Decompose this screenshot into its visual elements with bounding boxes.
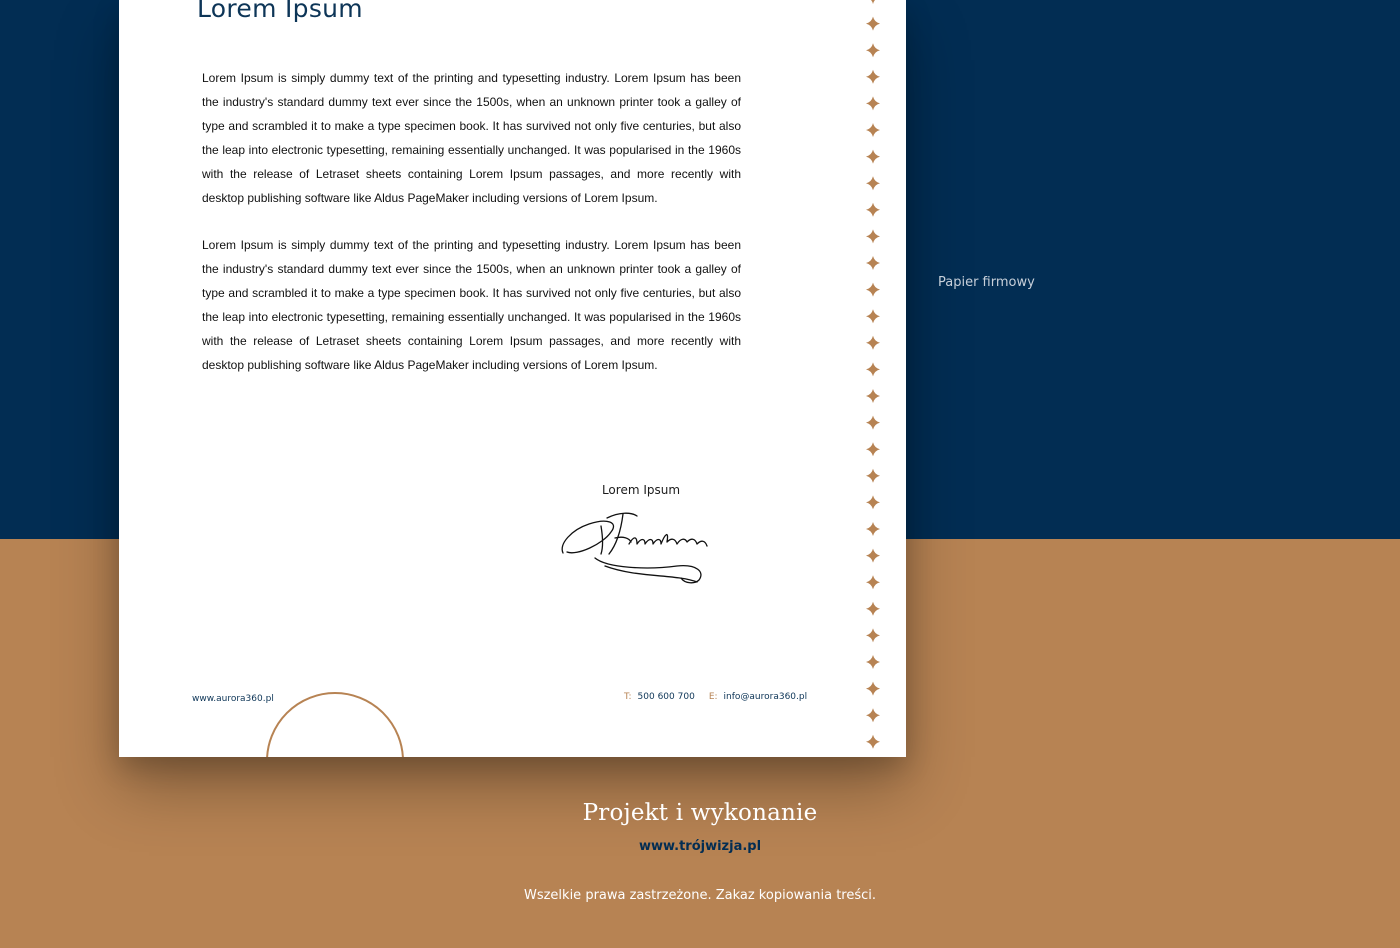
four-point-star-icon — [866, 362, 880, 376]
four-point-star-icon — [866, 549, 880, 563]
credits-link[interactable]: www.trójwizja.pl — [638, 839, 762, 854]
star-border — [864, 0, 882, 757]
section-label: Papier firmowy — [938, 275, 1035, 290]
letter-paragraph: Lorem Ipsum is simply dummy text of the printing and typesetting industry. Lorem Ipsum has been the industry's standard dummy text ever since the 1500s, when an unknown printer took a galley of type and scrambled it to make a type specimen book. It has survived not only five centuries, but also the leap into electronic typesetting, remaining essentially unchanged. It was popularised in the 1960s with the release of Letraset sheets containing Lorem Ipsum passages, and more recently with desktop publishing software like Aldus PageMaker including versions of Lorem Ipsum. — [202, 238, 741, 372]
four-point-star-icon — [866, 469, 880, 483]
four-point-star-icon — [866, 176, 880, 190]
four-point-star-icon — [866, 283, 880, 297]
email-address[interactable]: info@aurora360.pl — [723, 692, 808, 702]
footer-contact — [624, 692, 807, 702]
four-point-star-icon — [866, 628, 880, 642]
four-point-star-icon — [866, 442, 880, 456]
handwritten-signature — [557, 508, 713, 588]
four-point-star-icon — [866, 256, 880, 270]
four-point-star-icon — [866, 416, 880, 430]
four-point-star-icon — [866, 522, 880, 536]
copyright-notice: Wszelkie prawa zastrzeżone. Zakaz kopiowania treści. — [523, 888, 877, 903]
four-point-star-icon — [866, 655, 880, 669]
four-point-star-icon — [866, 123, 880, 137]
four-point-star-icon — [866, 336, 880, 350]
letterhead-sheet — [119, 0, 906, 757]
signature-name: Lorem Ipsum — [601, 483, 681, 497]
four-point-star-icon — [866, 203, 880, 217]
four-point-star-icon — [866, 43, 880, 57]
four-point-star-icon — [866, 389, 880, 403]
four-point-star-icon — [866, 735, 880, 749]
four-point-star-icon — [866, 17, 880, 31]
four-point-star-icon — [866, 150, 880, 164]
four-point-star-icon — [866, 602, 880, 616]
four-point-star-icon — [866, 70, 880, 84]
letter-paragraph: Lorem Ipsum is simply dummy text of the printing and typesetting industry. Lorem Ipsum has been the industry's standard dummy text ever since the 1500s, when an unknown printer took a galley of type and scrambled it to make a type specimen book. It has survived not only five centuries, but also the leap into electronic typesetting, remaining essentially unchanged. It was popularised in the 1960s with the release of Letraset sheets containing Lorem Ipsum passages, and more recently with desktop publishing software like Aldus PageMaker including versions of Lorem Ipsum. — [202, 71, 741, 205]
four-point-star-icon — [866, 96, 880, 110]
phone-number[interactable]: 500 600 700 — [637, 692, 695, 702]
letter-title: Lorem Ipsum — [197, 0, 363, 23]
four-point-star-icon — [866, 495, 880, 509]
four-point-star-icon — [866, 0, 880, 4]
email-label: E: — [708, 692, 718, 702]
four-point-star-icon — [866, 682, 880, 696]
decorative-arc — [266, 692, 404, 757]
signature-text: B. Franklin — [557, 508, 562, 509]
footer-website[interactable]: www.aurora360.pl — [192, 694, 274, 704]
credits-heading: Projekt i wykonanie — [582, 800, 818, 826]
phone-label: T: — [624, 692, 632, 702]
four-point-star-icon — [866, 708, 880, 722]
four-point-star-icon — [866, 309, 880, 323]
four-point-star-icon — [866, 575, 880, 589]
four-point-star-icon — [866, 229, 880, 243]
